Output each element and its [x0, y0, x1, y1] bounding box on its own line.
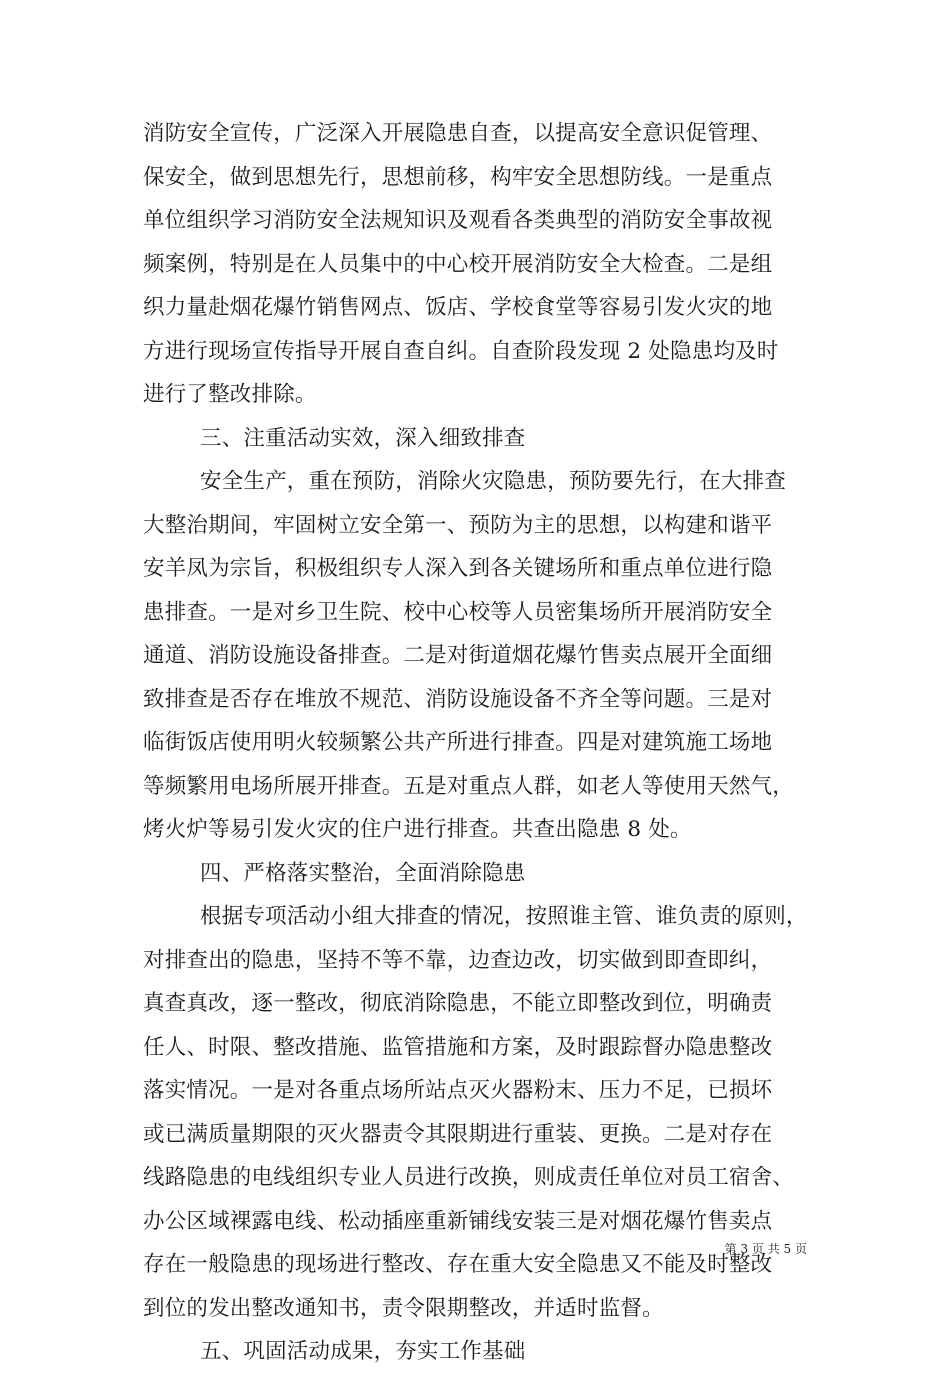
paragraph-continuation: [143, 112, 815, 417]
paragraph-section-four: [143, 895, 815, 1330]
text-line: 进行了整改排除。: [143, 382, 317, 407]
page-number-footer: 第 3 页 共 5 页: [724, 1242, 807, 1256]
text-line: 通道、消防设施设备排查。二是对街道烟花爆竹售卖点展开全面细: [143, 643, 773, 668]
text-line: 频案例，特别是在人员集中的中心校开展消防安全大检查。二是组: [143, 251, 773, 277]
section-heading-four: [143, 852, 815, 896]
heading-line: 四、严格落实整治，全面消除隐患: [200, 860, 526, 886]
text-line: 办公区域裸露电线、松动插座重新铺线安装三是对烟花爆竹售卖点: [143, 1208, 773, 1234]
text-line: 到位的发出整改通知书，责令限期整改，并适时监督。: [143, 1295, 664, 1321]
text-line: 等频繁用电场所展开排查。五是对重点人群，如老人等使用天然气，: [143, 773, 795, 799]
text-line: 患排查。一是对乡卫生院、校中心校等人员密集场所开展消防安全: [143, 599, 773, 625]
document-body: [143, 112, 815, 1374]
text-line: 线路隐患的电线组织专业人员进行改换，则成责任单位对员工宿舍、: [143, 1165, 795, 1190]
text-line: 烤火炉等易引发火灾的住户进行排查。共查出隐患 8 处。: [143, 817, 692, 842]
section-heading-five: [143, 1330, 815, 1374]
heading-line: 五、巩固活动成果，夯实工作基础: [200, 1339, 526, 1364]
text-line: 或已满质量期限的灭火器责令其限期进行重装、更换。二是对存在: [143, 1121, 773, 1147]
text-line: 方进行现场宣传指导开展自查自纠。自查阶段发现 2 处隐患均及时: [143, 338, 779, 364]
heading-line: 三、注重活动实效，深入细致排查: [200, 425, 526, 451]
text-line: 致排查是否存在堆放不规范、消防设施设备不齐全等问题。三是对: [143, 686, 773, 712]
text-line: 真查真改，逐一整改，彻底消除隐患，不能立即整改到位，明确责: [143, 991, 773, 1016]
section-heading-three: [143, 417, 815, 461]
text-line: 消防安全宣传，广泛深入开展隐患自查，以提高安全意识促管理、: [143, 121, 773, 146]
text-line: 落实情况。一是对各重点场所站点灭火器粉末、压力不足，已损坏: [143, 1078, 773, 1103]
text-line: 安全生产，重在预防，消除火灾隐患，预防要先行，在大排查: [200, 469, 786, 494]
text-line: 临街饭店使用明火较频繁公共产所进行排查。四是对建筑施工场地: [143, 730, 773, 755]
text-line: 保安全，做到思想先行，思想前移，构牢安全思想防线。一是重点: [143, 164, 773, 190]
text-line: 对排查出的隐患，坚持不等不靠，边查边改，切实做到即查即纠，: [143, 947, 773, 973]
text-line: 根据专项活动小组大排查的情况，按照谁主管、谁负责的原则，: [200, 904, 808, 929]
text-line: 单位组织学习消防安全法规知识及观看各类典型的消防安全事故视: [143, 208, 773, 233]
text-line: 存在一般隐患的现场进行整改、存在重大安全隐患又不能及时整改: [143, 1252, 773, 1277]
text-line: 织力量赴烟花爆竹销售网点、饭店、学校食堂等容易引发火灾的地: [143, 295, 773, 320]
paragraph-section-three: [143, 460, 815, 852]
text-line: 任人、时限、整改措施、监管措施和方案，及时跟踪督办隐患整改: [143, 1034, 773, 1060]
text-line: 大整治期间，牢固树立安全第一、预防为主的思想，以构建和谐平: [143, 512, 773, 538]
text-line: 安羊凤为宗旨，积极组织专人深入到各关键场所和重点单位进行隐: [143, 556, 773, 581]
